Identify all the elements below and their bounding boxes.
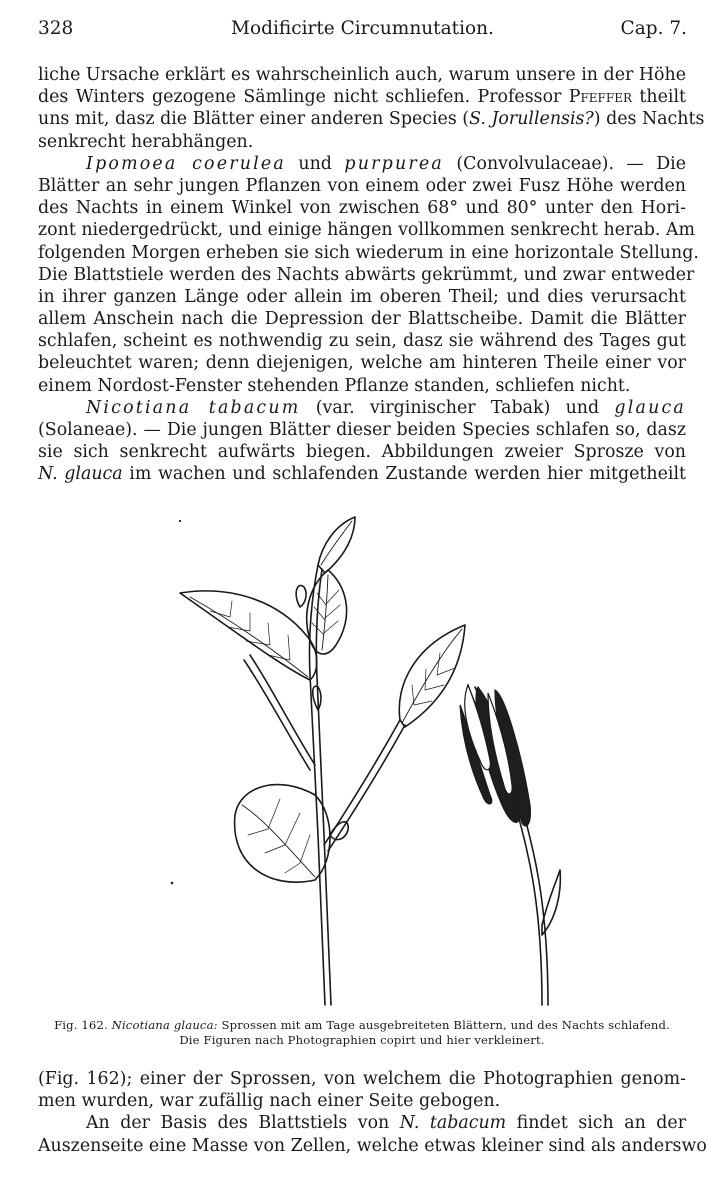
text-line: senkrecht herabhängen. [38, 131, 254, 152]
text-line: schlafen, scheint es nothwendig zu sein, dasz sie während des Tages gut [38, 331, 686, 352]
figure-label: Fig. 162. [54, 1018, 108, 1032]
text-line [38, 397, 686, 419]
text-line: allem Anschein nach die Depression der Blattscheibe. Damit die Blätter [38, 309, 686, 330]
upper-leaf [307, 570, 347, 654]
body-text-top [38, 64, 705, 486]
text-line: Die Blattstiele werden des Nachts abwärts gekrümmt, und zwar entweder [38, 264, 695, 285]
species-name: Nicotiana tabacum [86, 397, 301, 418]
page-number: 328 [38, 18, 74, 39]
top-leaf [318, 517, 355, 573]
running-header [38, 18, 687, 44]
species-name: S. Jorullensis? [469, 109, 594, 130]
text-line: des Nachts in einem Winkel von zwischen 68° und 80° unter den Hori- [38, 198, 686, 219]
text-line [38, 463, 686, 485]
species-name: N. tabacum [399, 1113, 507, 1134]
figure-caption [38, 1018, 686, 1047]
species-name: Ipomoea coerulea [86, 153, 286, 174]
caption-line [38, 1018, 686, 1033]
text-line: sie sich senkrecht aufwärts biegen. Abbildungen zweier Sprosze von [38, 442, 686, 463]
text-span: (var. virginischer Tabak) und [315, 397, 600, 418]
text-line: (Fig. 162); einer der Sprossen, von welchem die Photographien genom- [38, 1069, 686, 1089]
text-line: Blätter an sehr jungen Pflanzen von einem oder zwei Fusz Höhe werden [38, 175, 686, 196]
text-line [38, 108, 705, 130]
text-line [38, 86, 686, 108]
text-line [38, 1112, 686, 1134]
text-line: zont niedergedrückt, und einige hängen vollkommen senkrecht herab. Am [38, 220, 695, 241]
caption-text: Sprossen mit am Tage ausgebreiteten Blättern, und des Nachts schlafend. [221, 1018, 670, 1032]
text-line: Auszenseite eine Masse von Zellen, welche etwas kleiner sind als anderswo [38, 1135, 707, 1156]
text-span: uns mit, dasz die Blätter einer anderen Species ( [38, 109, 470, 130]
caption-line: Die Figuren nach Photographien copirt und hier verkleinert. [179, 1032, 545, 1047]
chapter-label: Cap. 7. [620, 18, 687, 39]
text-span: An der Basis des Blattstiels von [86, 1113, 390, 1134]
figure-162-illustration [150, 505, 570, 1010]
text-span: und [298, 153, 332, 174]
text-line: (Solaneae). — Die jungen Blätter dieser beiden Species schlafen so, dasz [38, 420, 686, 440]
body-text-bottom [38, 1068, 707, 1157]
text-line: folgenden Morgen erheben sie sich wiederum in eine horizontale Stellung. [38, 242, 699, 263]
text-line: einem Nordost-Fenster stehenden Pflanze standen, schliefen nicht. [38, 375, 631, 396]
text-span: ) des Nachts [593, 109, 705, 130]
author-name: Pfeffer [568, 87, 633, 108]
text-line [38, 153, 686, 175]
text-span: des Winters gezogene Sämlinge nicht schliefen. Professor [38, 87, 562, 108]
text-line: beleuchtet waren; denn diejenigen, welche am hinteren Theile einer vor [38, 353, 686, 374]
text-line: liche Ursache erklärt es wahrscheinlich auch, warum unsere in der Höhe [38, 65, 686, 85]
text-span: im wachen und schlafenden Zustande werden hier mitgetheilt [129, 464, 687, 485]
species-name: N. glauca [38, 464, 123, 485]
text-span: theilt [639, 87, 687, 108]
running-title: Modificirte Circumnutation. [231, 18, 494, 39]
text-span: (Convolvulaceae). — Die [456, 153, 687, 174]
text-line: in ihrer ganzen Länge oder allein im oberen Theil; und dies verursacht [38, 286, 686, 307]
text-line: men wurden, war zufällig nach einer Seite gebogen. [38, 1091, 501, 1112]
species-name: purpurea [344, 153, 444, 174]
text-span: findet sich an der [516, 1113, 687, 1134]
species-name: glauca [614, 397, 686, 418]
right-leaf [399, 625, 465, 727]
caption-species: Nicotiana glauca: [111, 1018, 218, 1032]
